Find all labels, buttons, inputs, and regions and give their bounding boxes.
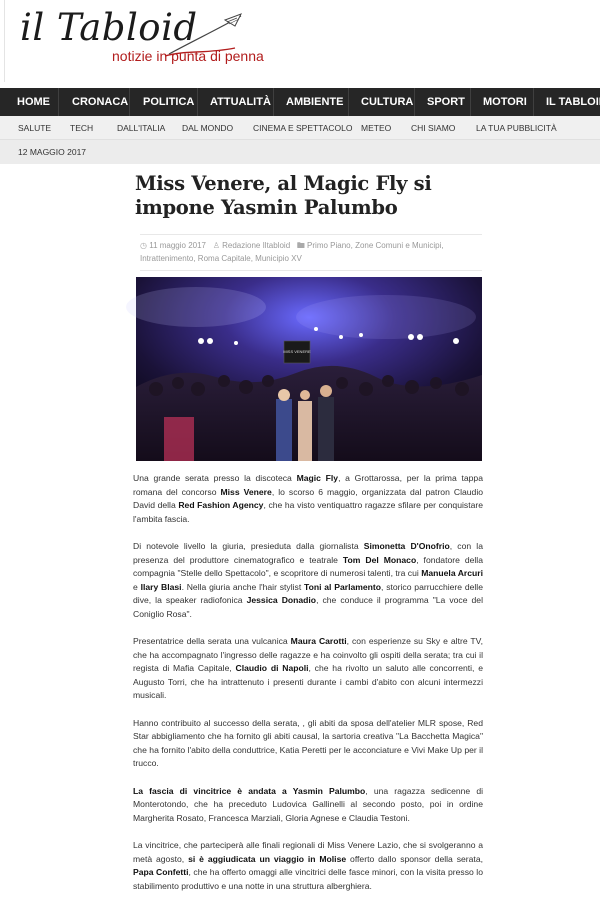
nav-separator [273,88,274,116]
nav-motori[interactable]: MOTORI [483,96,527,108]
paragraph-6: La vincitrice, che parteciperà alle finali regionali di Miss Venere Lazio, che si svolgeranno a metà agosto, si è aggiudicata un viaggio in Molise offerto dallo sponsor della serata, Papa Confetti, che ha offerto omaggi alle vincitrici delle fasce minori, con la visita presso lo stabilimento produttivo e una notte in una struttura alberghiera. [133,840,483,891]
current-date: 12 MAGGIO 2017 [18,147,87,157]
nav-separator [348,88,349,116]
article-meta [140,234,482,271]
subnav-cinema-e-spettacolo[interactable]: CINEMA E SPETTACOLO [253,123,353,133]
header-divider [4,0,5,82]
main-navigation [0,88,616,116]
subnav-chi-siamo[interactable]: CHI SIAMO [411,123,456,133]
nav-separator [197,88,198,116]
site-header [0,0,600,88]
article-categories-continued[interactable]: Intrattenimento, Roma Capitale, Municipio XV [140,254,302,263]
nav-politica[interactable]: POLITICA [143,96,195,108]
nav-separator [58,88,59,116]
subnav-dallitalia[interactable]: DALL'ITALIA [117,123,166,133]
subnav-dal-mondo[interactable]: DAL MONDO [182,123,234,133]
article-title: Miss Venere, al Magic Fly si impone Yasmin Palumbo [135,172,432,219]
nav-ambiente[interactable]: AMBIENTE [286,96,344,108]
user-icon: ♙ [212,241,220,250]
nav-separator [129,88,130,116]
paragraph-5: La fascia di vincitrice è andata a Yasmin Palumbo, una ragazza sedicenne di Monterotondo, che ha preceduto Ludovica Gallinelli al secondo posto, poi in ordine Margherita Rosato, Francesca Marziali, Gloria Agnese e Claudia Testoni. [133,785,484,823]
subnav-meteo[interactable]: METEO [361,123,392,133]
article-date[interactable]: 11 maggio 2017 [149,241,207,250]
nav-separator [533,88,534,116]
article-categories[interactable]: Primo Piano, Zone Comuni e Municipi, [307,241,444,250]
subnav-salute[interactable]: SALUTE [18,123,52,133]
article-body [133,472,483,907]
nav-separator [414,88,415,116]
nav-cultura[interactable]: CULTURA [361,96,414,108]
paragraph-4: Hanno contribuito al successo della serata, , gli abiti da sposa dell'atelier MLR spose, Red Star abbigliamento che ha fornito gli abiti causal, la sartoria creativa "La Bacchetta Magica" che ha fornito l'abito della conduttrice, Katia Peretti per le acconciature e Vivi Make Up per il trucco. [133,717,483,768]
subnav-la-tua-pubblicita[interactable]: LA TUA PUBBLICITÀ [476,123,557,133]
clock-icon: ◷ [140,241,147,250]
date-bar [0,140,600,164]
secondary-navigation [0,116,600,140]
paragraph-3: Presentatrice della serata una vulcanica Maura Carotti, con esperienze su Sky e altre TV, che ha accompagnato l'ingresso delle ragazze e ha coinvolto gli ospiti della serata; tra cui il regista di Mafia Capitale, Claudio di Napoli, che ha rivolto un saluto alle concorrenti, e Augusto Torri, che ha intrattenuto i presenti durante i cambi d'abito con alcuni intermezzi musicali. [133,636,484,700]
subnav-tech[interactable]: TECH [70,123,94,133]
nav-home[interactable]: HOME [17,96,50,108]
article-author[interactable]: Redazione Iltabloid [222,241,291,250]
nav-sport[interactable]: SPORT [427,96,465,108]
nav-attualita[interactable]: ATTUALITÀ [210,96,271,108]
site-tagline: notizie in punta di penna [112,48,264,64]
site-logo[interactable]: il Tabloid [20,6,198,49]
paragraph-1: Una grande serata presso la discoteca Magic Fly, a Grottarossa, per la prima tappa romana del concorso Miss Venere, lo scorso 6 maggio, organizzata dal patron Claudio David della Red Fashion Agency, che ha visto ventiquattro ragazze sfilare per conquistare l'ambita fascia. [133,473,484,524]
nav-cronaca[interactable]: CRONACA [72,96,129,108]
stage-sign: MISS VENERE [283,349,311,354]
paragraph-2: Di notevole livello la giuria, presieduta dalla giornalista Simonetta D'Onofrio, con la presenza del produttore cinematografico e teatrale Tom Del Monaco, fondatore della compagnia "Stelle dello Spettacolo", e scopritore di numerosi talenti, tra cui Manuela Arcuri e Ilary Blasi. Nella giuria anche l'hair stylist Toni al Parlamento, storico parrucchiere delle dive, la speaker radiofonica Jessica Donadio, che conduce il programma "La voce del Coniglio Rosa". [133,541,484,619]
article-hero-image [136,277,482,461]
nav-separator [470,88,471,116]
nav-il-tabloid-tv[interactable]: IL TABLOID T [546,96,616,108]
folder-icon: 🖿 [296,241,305,250]
